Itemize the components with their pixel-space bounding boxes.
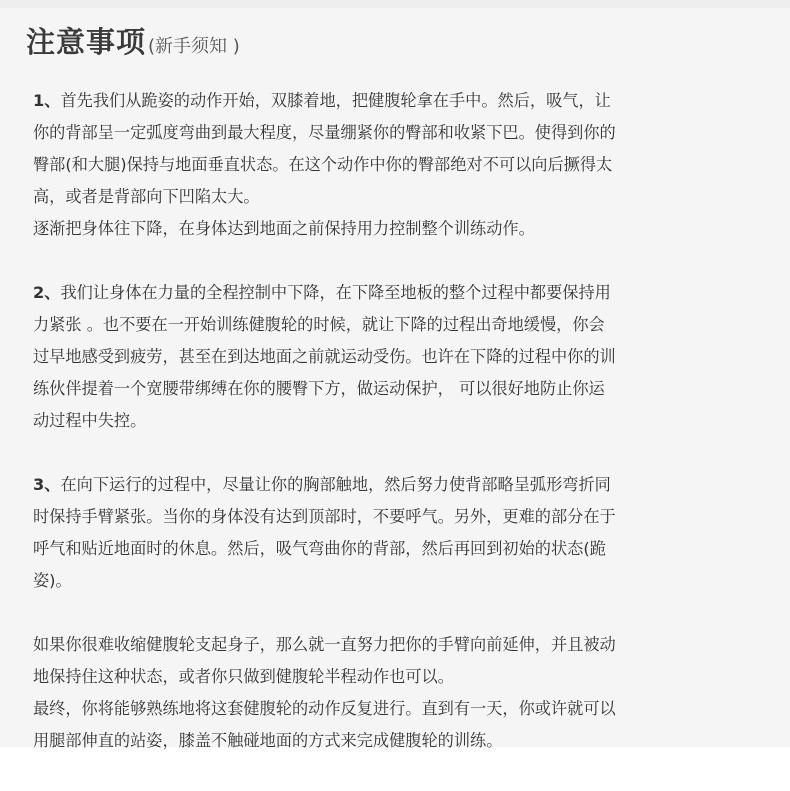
note-line: 臀部(和大腿)保持与地面垂直状态。在这个动作中你的臀部绝对不可以向后撅得太 (33, 155, 613, 174)
note-line: 动过程中失控。 (33, 411, 147, 430)
note-line: 1、首先我们从跪姿的动作开始，双膝着地，把健腹轮拿在手中。然后，吸气，让 (33, 91, 611, 110)
note-line: 逐渐把身体往下降，在身体达到地面之前保持用力控制整个训练动作。 (33, 219, 535, 238)
note-line: 如果你很难收缩健腹轮支起身子，那么就一直努力把你的手臂向前延伸，并且被动 (33, 635, 616, 654)
notes-body (33, 85, 753, 757)
note-line: 2、我们让身体在力量的全程控制中下降，在下降至地板的整个过程中都要保持用 (33, 283, 611, 302)
note-section-closing (33, 629, 753, 757)
page-title (26, 20, 240, 70)
note-line: 时保持手臂紧张。当你的身体没有达到顶部时，不要呼气。另外，更难的部分在于 (33, 507, 616, 526)
note-line: 过早地感受到疲劳，甚至在到达地面之前就运动受伤。也许在下降的过程中你的训 (33, 347, 616, 366)
note-number: 1、 (33, 91, 61, 110)
note-line: 你的背部呈一定弧度弯曲到最大程度，尽量绷紧你的臀部和收紧下巴。使得到你的 (33, 123, 616, 142)
title-subtitle: (新手须知 ) (148, 36, 240, 57)
note-line: 地保持住这种状态，或者你只做到健腹轮半程动作也可以。 (33, 667, 454, 686)
note-section-1 (33, 85, 753, 245)
note-section-2 (33, 277, 753, 437)
note-line: 用腿部伸直的站姿，膝盖不触碰地面的方式来完成健腹轮的训练。 (33, 731, 503, 750)
note-number: 2、 (33, 283, 61, 302)
note-line: 高，或者是背部向下凹陷太大。 (33, 187, 260, 206)
note-line: 最终，你将能够熟练地将这套健腹轮的动作反复进行。直到有一天，你或许就可以 (33, 699, 616, 718)
note-line: 力紧张 。也不要在一开始训练健腹轮的时候，就让下降的过程出奇地缓慢，你会 (33, 315, 605, 334)
note-section-3 (33, 469, 753, 597)
note-line: 练伙伴提着一个宽腰带绑缚在你的腰臀下方，做运动保护， 可以很好地防止你运 (33, 379, 605, 398)
title-main: 注意事项 (26, 25, 147, 59)
note-line: 呼气和贴近地面时的休息。然后，吸气弯曲你的背部，然后再回到初始的状态(跪 (33, 539, 606, 558)
note-line: 姿)。 (33, 571, 72, 590)
note-number: 3、 (33, 475, 61, 494)
note-line: 3、在向下运行的过程中，尽量让你的胸部触地，然后努力使背部略呈弧形弯折同 (33, 475, 611, 494)
top-divider-bar (0, 0, 790, 8)
